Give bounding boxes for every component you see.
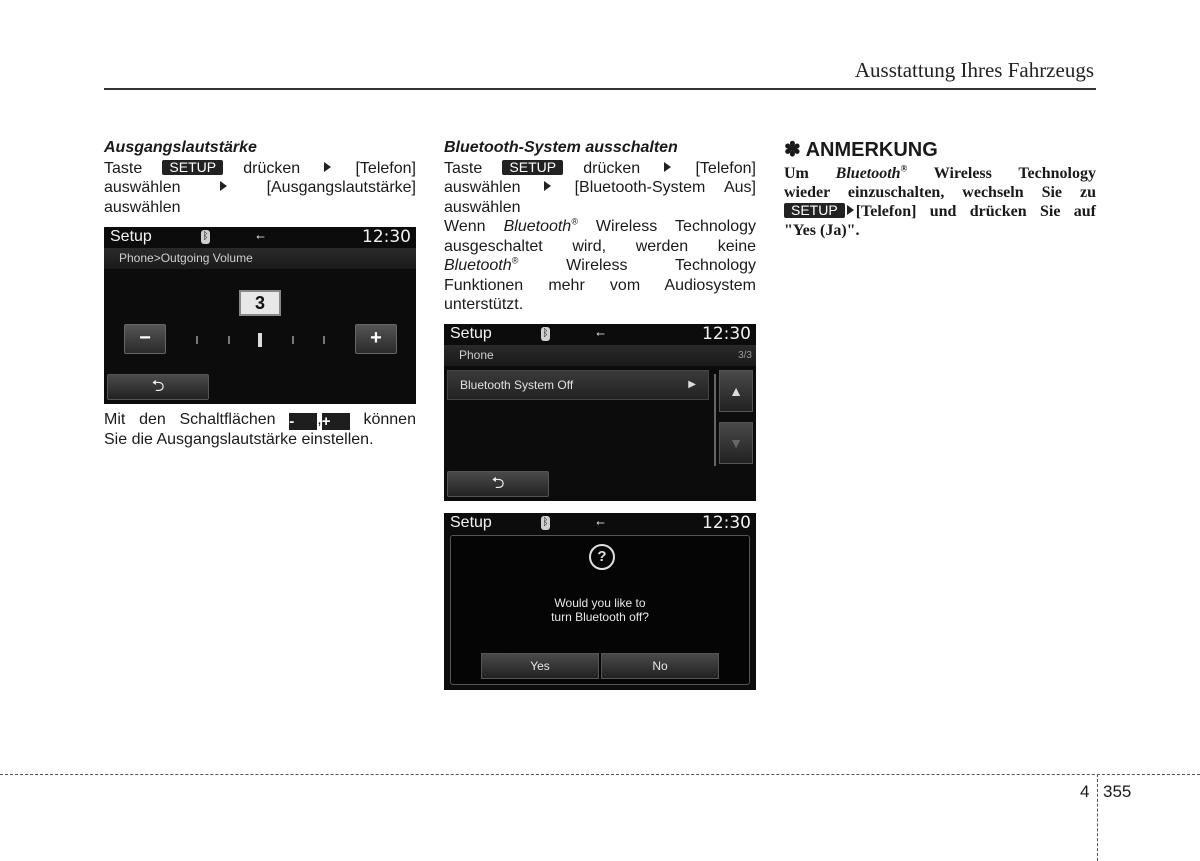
- instruction-line-1: [104, 159, 416, 179]
- running-header-title: Ausstattung Ihres Fahrzeugs: [854, 58, 1094, 82]
- caption-text-koennen: können: [363, 411, 416, 428]
- column-3-note: [784, 138, 1096, 240]
- scroll-up-button[interactable]: ▲: [719, 370, 753, 412]
- status-bar: [444, 513, 756, 533]
- footer-rule: [0, 774, 1200, 775]
- text-druecken: drücken: [243, 159, 301, 177]
- setup-key-label: SETUP: [502, 160, 563, 175]
- caption-text: Mit den Schaltflächen: [104, 411, 276, 428]
- para-line-3: [444, 256, 756, 276]
- para-line-1: [444, 217, 756, 237]
- volume-minus-button[interactable]: −: [124, 324, 166, 354]
- text-druecken: drücken: [583, 159, 641, 177]
- footer-divider: [1097, 774, 1098, 861]
- plus-key-icon: +: [322, 413, 350, 430]
- text-ausgangslautstaerke: [Ausgangslautstärke]: [266, 179, 416, 196]
- breadcrumb: Phone>Outgoing Volume: [104, 248, 416, 269]
- volume-tick: [292, 336, 294, 344]
- text-taste: Taste: [104, 159, 143, 177]
- clock: 12:30: [702, 324, 751, 344]
- dialog-message: [451, 596, 749, 624]
- back-button[interactable]: ⮌: [447, 471, 549, 497]
- column-2: [444, 138, 756, 315]
- note-heading: ✽ ANMERKUNG: [784, 139, 938, 161]
- usb-icon: ⭠: [596, 328, 605, 340]
- text: Wenn: [444, 218, 486, 235]
- screen-phone-list: [444, 324, 756, 501]
- usb-icon: ⭠: [256, 231, 265, 243]
- instruction-line-3: auswählen: [444, 198, 521, 216]
- bluetooth-brand: Bluetooth®: [503, 216, 578, 235]
- minus-key-icon: -: [289, 413, 317, 430]
- list-item-bluetooth-system-off[interactable]: [447, 370, 709, 400]
- play-arrow-icon: ▶: [688, 379, 696, 390]
- instruction-line-3: auswählen: [104, 198, 181, 216]
- text: Wireless Technology: [595, 218, 756, 235]
- para-line-5: unterstützt.: [444, 296, 524, 313]
- no-button[interactable]: No: [601, 653, 719, 679]
- dialog-line-1: Would you like to: [554, 596, 646, 610]
- volume-value: 3: [239, 290, 281, 316]
- note-line-1: [784, 164, 1096, 183]
- para-line-2: ausgeschaltet wird, werden keine: [444, 237, 756, 255]
- arrow-right-icon: [544, 181, 551, 191]
- screen-bluetooth-off-dialog: [444, 513, 756, 690]
- para-line-4: Funktionen mehr vom Audiosystem: [444, 276, 756, 294]
- page-indicator: 3/3: [738, 350, 752, 361]
- setup-key-label: SETUP: [162, 160, 223, 175]
- arrow-right-icon: [220, 181, 227, 191]
- clock: 12:30: [702, 513, 751, 533]
- header-rule: [104, 88, 1096, 90]
- status-bar: [104, 227, 416, 247]
- arrow-right-icon: [664, 162, 671, 172]
- status-bar: [444, 324, 756, 344]
- text-taste: Taste: [444, 159, 483, 177]
- volume-plus-button[interactable]: +: [355, 324, 397, 354]
- instruction-line-2: [104, 178, 416, 198]
- subheading-bluetooth-off: Bluetooth-System ausschalten: [444, 139, 678, 156]
- chapter-number: 4: [1080, 782, 1090, 801]
- yes-button[interactable]: Yes: [481, 653, 599, 679]
- usb-icon: ⭠: [596, 517, 605, 529]
- bluetooth-brand: Bluetooth®: [835, 163, 908, 182]
- text: Um: [784, 165, 809, 182]
- text-telefon: [Telefon]: [355, 159, 416, 177]
- confirm-dialog: [450, 535, 750, 685]
- volume-tick: [323, 336, 325, 344]
- bluetooth-icon: ᛒ: [542, 328, 549, 339]
- arrow-right-icon: [324, 162, 331, 172]
- caption-line-1: [104, 410, 416, 430]
- instruction-line-2: [444, 178, 756, 198]
- note-line-4: "Yes (Ja)".: [784, 222, 860, 239]
- bluetooth-brand: Bluetooth®: [444, 255, 519, 274]
- column-1-caption: [104, 410, 416, 450]
- volume-tick-active: [258, 333, 262, 347]
- page-number: 355: [1103, 782, 1132, 801]
- scroll-track: [714, 374, 716, 466]
- clock: 12:30: [362, 227, 411, 247]
- text-auswaehlen: auswählen: [444, 179, 521, 196]
- screen-outgoing-volume: [104, 227, 416, 404]
- text: [Telefon] und drücken Sie auf: [855, 203, 1096, 220]
- note-line-3: [784, 202, 1096, 221]
- text-auswaehlen: auswählen: [104, 179, 181, 196]
- screen-title: Setup: [110, 228, 152, 245]
- back-button[interactable]: ⮌: [107, 374, 209, 400]
- breadcrumb: [444, 345, 756, 366]
- instruction-line-1: [444, 159, 756, 179]
- question-icon: ?: [589, 544, 615, 570]
- text-telefon: [Telefon]: [695, 159, 756, 177]
- dialog-line-2: turn Bluetooth off?: [551, 610, 649, 624]
- text-bluetooth-system-aus: [Bluetooth-System Aus]: [574, 179, 756, 196]
- bluetooth-icon: ᛒ: [202, 231, 209, 242]
- bluetooth-icon: ᛒ: [542, 517, 549, 528]
- column-1: [104, 138, 416, 217]
- volume-tick: [196, 336, 198, 344]
- scroll-down-button[interactable]: ▼: [719, 422, 753, 464]
- caption-line-2: Sie die Ausgangslautstärke einstellen.: [104, 431, 374, 448]
- note-line-2: wieder einzuschalten, wechseln Sie zu: [784, 184, 1096, 201]
- subheading-output-volume: Ausgangslautstärke: [104, 139, 257, 156]
- screen-title: Setup: [450, 325, 492, 342]
- setup-key-label: SETUP: [784, 203, 845, 218]
- note-body: [784, 164, 1096, 240]
- breadcrumb-text: Phone: [459, 348, 494, 362]
- list-item-label: Bluetooth System Off: [460, 378, 574, 392]
- arrow-right-icon: [847, 205, 854, 215]
- text: Wireless Technology: [933, 165, 1096, 182]
- text: Wireless Technology: [566, 257, 756, 274]
- screen-title: Setup: [450, 514, 492, 531]
- comma: ,: [317, 411, 322, 428]
- volume-tick: [228, 336, 230, 344]
